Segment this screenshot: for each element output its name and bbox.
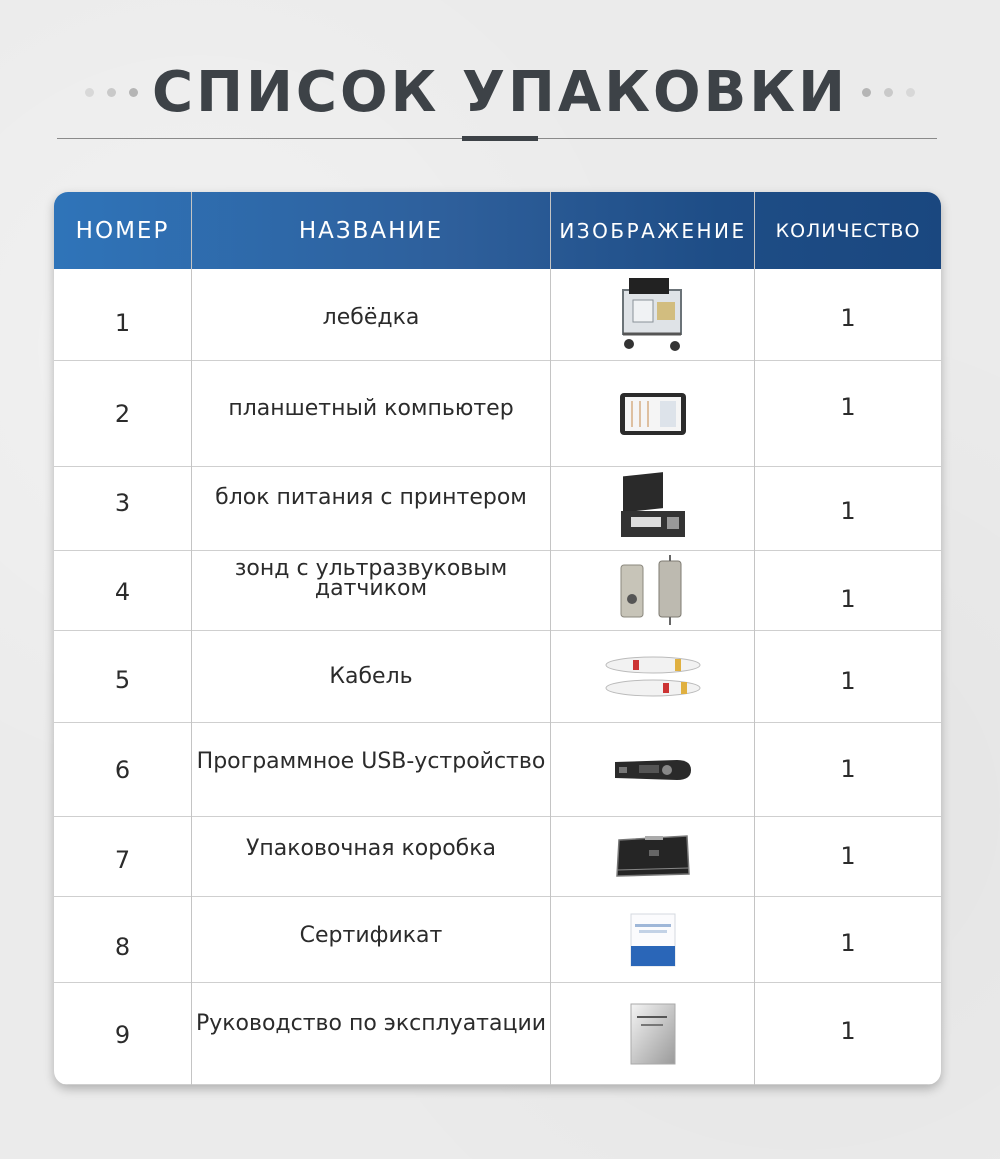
row-number: 8 — [114, 933, 131, 961]
row-number: 1 — [114, 309, 131, 337]
row-number: 7 — [114, 846, 131, 874]
row-quantity — [755, 551, 941, 630]
row-number: 3 — [114, 489, 131, 517]
dot-icon — [129, 88, 138, 97]
row-name — [191, 551, 551, 630]
row-name — [191, 269, 551, 360]
winch-image — [551, 269, 755, 360]
table-row — [54, 361, 941, 467]
table-row — [54, 983, 941, 1085]
header-number: НОМЕР — [75, 217, 170, 244]
manual-image — [551, 983, 755, 1084]
row-quantity — [755, 361, 941, 466]
certificate-image — [551, 897, 755, 982]
dot-icon — [884, 88, 893, 97]
row-name — [191, 817, 551, 896]
row-name — [191, 361, 551, 466]
row-name — [191, 467, 551, 550]
row-quantity — [755, 817, 941, 896]
ultrasonic-probe-image — [551, 551, 755, 630]
row-name-text: Кабель — [329, 664, 413, 689]
table-row — [54, 897, 941, 983]
row-quantity — [755, 631, 941, 722]
row-quantity-text: 1 — [840, 667, 856, 695]
column-divider — [754, 192, 755, 1085]
row-number: 2 — [114, 400, 131, 428]
table-row — [54, 817, 941, 897]
page-title: СПИСОК УПАКОВКИ — [152, 59, 848, 125]
table-row — [54, 551, 941, 631]
decorative-dots-right — [862, 88, 915, 97]
table-row — [54, 467, 941, 551]
row-quantity-text: 1 — [840, 842, 856, 870]
row-number: 9 — [114, 1021, 131, 1049]
row-name — [191, 723, 551, 816]
dot-icon — [862, 88, 871, 97]
row-name-text: Программное USB-устройство — [196, 749, 546, 774]
dot-icon — [906, 88, 915, 97]
column-divider — [550, 192, 551, 1085]
row-name — [191, 897, 551, 982]
row-quantity-text: 1 — [840, 585, 856, 613]
header-image: ИЗОБРАЖЕНИЕ — [559, 218, 747, 243]
page-header — [0, 52, 1000, 132]
tablet-computer-image — [551, 361, 755, 466]
row-quantity-text: 1 — [840, 304, 856, 332]
row-quantity-text: 1 — [840, 1017, 856, 1045]
row-name-text: лебёдка — [322, 305, 420, 330]
cable-image — [551, 631, 755, 722]
table-row — [54, 631, 941, 723]
usb-dongle-image — [551, 723, 755, 816]
title-divider-accent — [462, 136, 538, 141]
row-quantity — [755, 897, 941, 982]
row-name — [191, 631, 551, 722]
dot-icon — [85, 88, 94, 97]
header-quantity: КОЛИЧЕСТВО — [775, 219, 921, 242]
row-quantity-text: 1 — [840, 497, 856, 525]
row-quantity — [755, 983, 941, 1084]
row-quantity — [755, 467, 941, 550]
row-name-text: блок питания с принтером — [215, 485, 527, 510]
row-quantity-text: 1 — [840, 755, 856, 783]
row-quantity — [755, 269, 941, 360]
row-name-text: Сертификат — [299, 923, 443, 948]
row-quantity — [755, 723, 941, 816]
row-number: 5 — [114, 666, 131, 694]
row-name-text: Упаковочная коробка — [245, 836, 497, 861]
table-row — [54, 269, 941, 361]
power-unit-printer-image — [551, 467, 755, 550]
row-number: 4 — [114, 578, 131, 606]
header-name: НАЗВАНИЕ — [298, 217, 444, 244]
row-name — [191, 983, 551, 1084]
column-divider — [191, 192, 192, 1085]
row-name-text: зонд с ультразвуковым датчиком — [234, 556, 508, 601]
dot-icon — [107, 88, 116, 97]
row-number: 6 — [114, 756, 131, 784]
packing-list-table — [54, 192, 941, 1085]
row-quantity-text: 1 — [840, 393, 856, 421]
packing-case-image — [551, 817, 755, 896]
table-row — [54, 723, 941, 817]
table-header — [54, 192, 941, 269]
row-quantity-text: 1 — [840, 929, 856, 957]
row-name-text: Руководство по эксплуатации — [195, 1011, 547, 1036]
row-name-text: планшетный компьютер — [228, 396, 514, 421]
decorative-dots-left — [85, 88, 138, 97]
